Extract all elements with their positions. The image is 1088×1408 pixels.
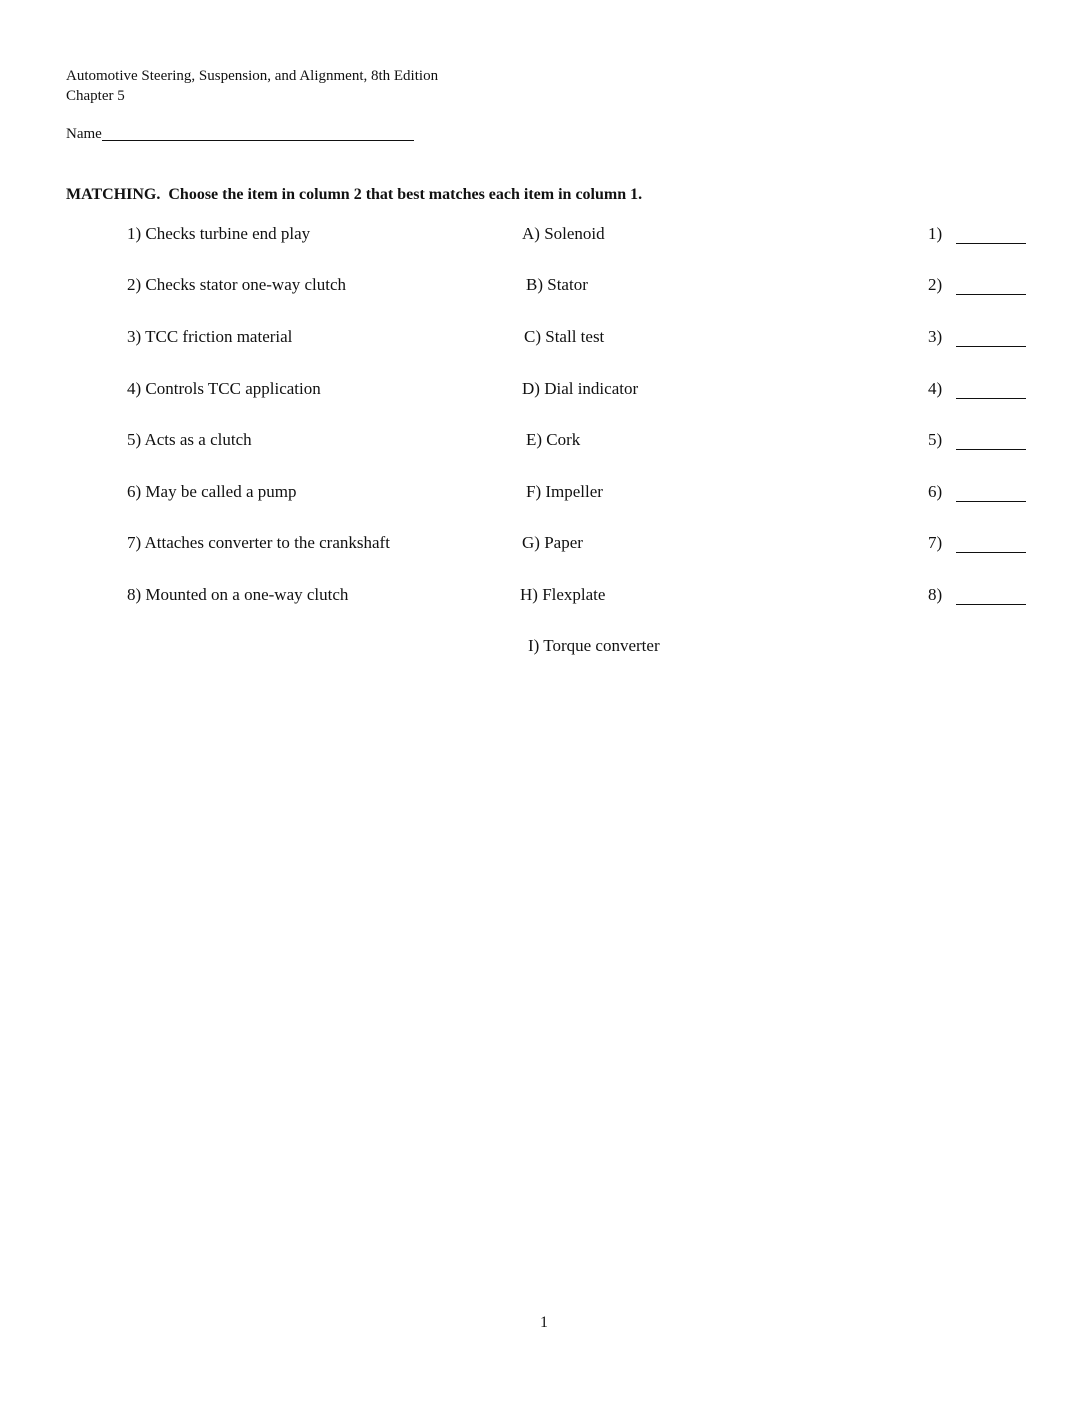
instructions: MATCHING. Choose the item in column 2 that best matches each item in column 1.: [66, 186, 643, 203]
choice-item: H) Flexplate: [520, 585, 606, 604]
answer-blank[interactable]: [956, 449, 1026, 450]
page-number: 1: [540, 1314, 548, 1331]
question-item: 7) Attaches converter to the crankshaft: [127, 533, 390, 552]
answer-blank[interactable]: [956, 552, 1026, 553]
name-field: [66, 124, 414, 144]
question-item: 1) Checks turbine end play: [127, 224, 311, 243]
choice-item: A) Solenoid: [522, 224, 605, 243]
choice-item: B) Stator: [526, 275, 588, 294]
question-item: 2) Checks stator one-way clutch: [127, 275, 347, 294]
choice-item: C) Stall test: [524, 327, 605, 346]
matching-row: [0, 634, 1088, 658]
question-item: 5) Acts as a clutch: [127, 430, 252, 449]
answer-number: 1): [928, 224, 943, 243]
name-label: Name: [66, 126, 102, 142]
question-item: 8) Mounted on a one-way clutch: [127, 585, 349, 604]
answer-number: 6): [928, 482, 943, 501]
answer-number: 2): [928, 275, 943, 294]
matching-row: [0, 377, 1088, 401]
answer-blank[interactable]: [956, 501, 1026, 502]
document-header: [66, 66, 438, 106]
answer-blank[interactable]: [956, 294, 1026, 295]
matching-row: [0, 325, 1088, 349]
book-title: Automotive Steering, Suspension, and Alignment, 8th Edition: [66, 68, 439, 84]
question-item: 4) Controls TCC application: [127, 379, 321, 398]
answer-blank[interactable]: [956, 243, 1026, 244]
choice-item: E) Cork: [526, 430, 581, 449]
choice-item: I) Torque converter: [528, 636, 660, 655]
matching-row: [0, 583, 1088, 607]
matching-row: [0, 480, 1088, 504]
name-blank-line[interactable]: [102, 139, 414, 141]
answer-number: 4): [928, 379, 943, 398]
answer-number: 8): [928, 585, 943, 604]
matching-row: [0, 428, 1088, 452]
answer-number: 5): [928, 430, 943, 449]
answer-blank[interactable]: [956, 398, 1026, 399]
chapter-label: Chapter 5: [66, 88, 125, 104]
answer-number: 3): [928, 327, 943, 346]
choice-item: D) Dial indicator: [522, 379, 639, 398]
choice-item: G) Paper: [522, 533, 583, 552]
question-item: 6) May be called a pump: [127, 482, 297, 501]
matching-row: [0, 273, 1088, 297]
matching-row: [0, 531, 1088, 555]
answer-blank[interactable]: [956, 604, 1026, 605]
question-item: 3) TCC friction material: [127, 327, 293, 346]
matching-row: [0, 222, 1088, 246]
answer-blank[interactable]: [956, 346, 1026, 347]
choice-item: F) Impeller: [526, 482, 603, 501]
answer-number: 7): [928, 533, 943, 552]
